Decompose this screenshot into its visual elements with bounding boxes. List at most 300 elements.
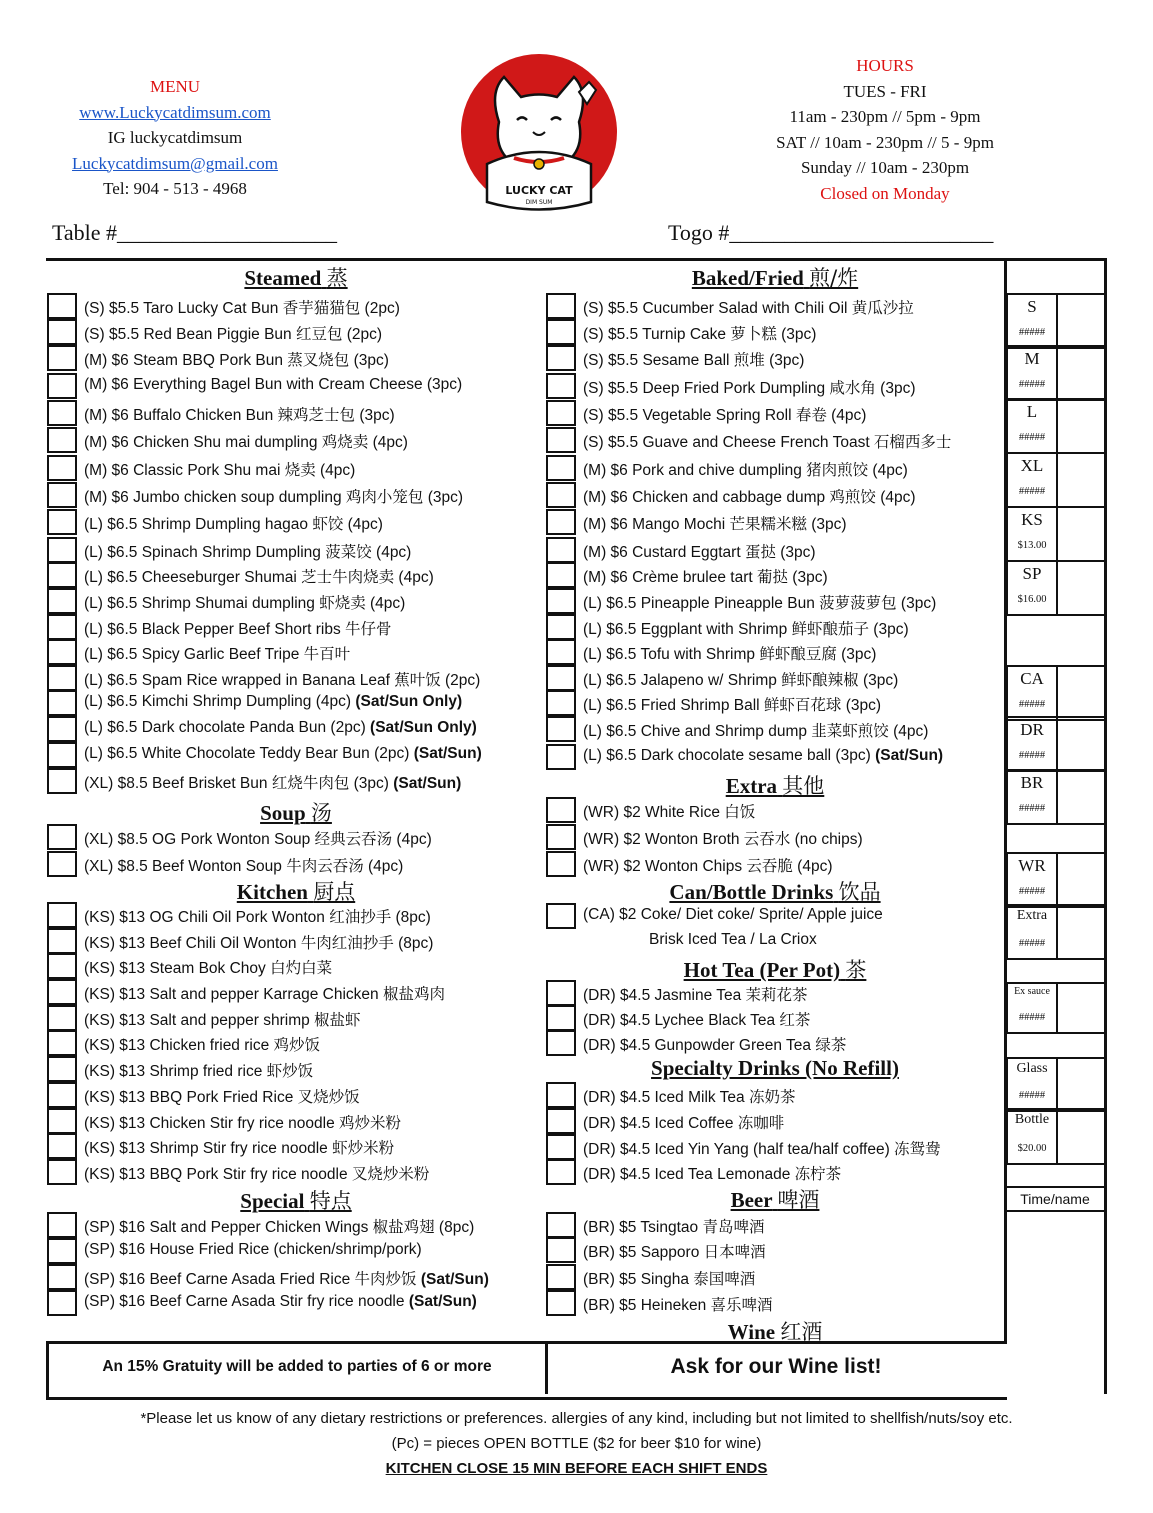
- left-menu-checkbox[interactable]: [47, 373, 77, 399]
- section-special: Special 特点: [240, 1189, 352, 1213]
- left-menu-item-label: (L) $6.5 Spinach Shrimp Dumpling 菠菜饺 (4pc): [84, 544, 412, 561]
- right-menu-item-label: (L) $6.5 Jalapeno w/ Shrimp 鲜虾酿辣椒 (3pc): [583, 672, 899, 689]
- instagram-handle: IG luckycatdimsum: [107, 128, 243, 147]
- right-menu-checkbox[interactable]: [546, 1290, 576, 1316]
- size-code-label: SP: [1022, 564, 1042, 583]
- right-menu-item-label: (L) $6.5 Pineapple Pineapple Bun 菠萝菠萝包 (3pc): [583, 595, 937, 612]
- left-menu-item: [84, 1162, 429, 1184]
- right-menu-item: [583, 906, 883, 924]
- right-menu-checkbox[interactable]: [546, 319, 576, 345]
- pieces-notice: (Pc) = pieces OPEN BOTTLE ($2 for beer $10 for wine): [391, 1435, 762, 1452]
- frame-top-rule: [46, 258, 1107, 261]
- left-menu-item: [84, 956, 332, 978]
- right-menu-item-label: (DR) $4.5 Iced Yin Yang (half tea/half coffee) 冻鸳鸯: [583, 1141, 941, 1158]
- left-menu-checkbox[interactable]: [47, 1005, 77, 1031]
- right-menu-checkbox[interactable]: [546, 665, 576, 691]
- section-wine: Wine 红酒: [727, 1320, 823, 1344]
- gratuity-notice: An 15% Gratuity will be added to parties of 6 or more: [102, 1358, 492, 1375]
- left-menu-item-availability: (Sat/Sun Only): [355, 693, 463, 710]
- right-menu-checkbox[interactable]: [546, 1005, 576, 1031]
- right-menu-checkbox[interactable]: [546, 716, 576, 742]
- left-menu-checkbox[interactable]: [47, 1238, 77, 1264]
- left-menu-item: [84, 430, 408, 452]
- hours-line: Sunday // 10am - 230pm: [800, 158, 970, 177]
- left-menu-checkbox[interactable]: [47, 851, 77, 877]
- left-menu-item: [84, 322, 382, 344]
- left-menu-checkbox[interactable]: [47, 902, 77, 928]
- section-hot-tea: Hot Tea (Per Pot) 茶: [683, 958, 867, 982]
- left-menu-item: [84, 565, 434, 587]
- left-menu-checkbox[interactable]: [47, 537, 77, 563]
- left-menu-checkbox[interactable]: [47, 742, 77, 768]
- left-menu-item-label: (SP) $16 House Fried Rice (chicken/shrimp/pork): [84, 1241, 422, 1258]
- right-menu-item-label: (L) $6.5 Tofu with Shrimp 鲜虾酿豆腐 (3pc): [583, 646, 877, 663]
- size-code-divider: [1056, 667, 1058, 719]
- right-menu-checkbox[interactable]: [546, 509, 576, 535]
- left-menu-item: [84, 1215, 474, 1237]
- size-code-price: $20.00: [1017, 1143, 1047, 1154]
- website-link[interactable]: www.Luckycatdimsum.com: [79, 102, 271, 122]
- size-code-label: BR: [1020, 773, 1044, 792]
- left-menu-item: [84, 296, 400, 318]
- section-soup: Soup 汤: [260, 801, 332, 825]
- left-menu-item: [84, 1008, 361, 1030]
- right-menu-checkbox[interactable]: [546, 537, 576, 563]
- right-menu-checkbox[interactable]: [546, 824, 576, 850]
- size-code-price: #####: [1018, 432, 1046, 443]
- size-code-label: WR: [1018, 856, 1046, 875]
- left-menu-item-label: (XL) $8.5 Beef Brisket Bun 红烧牛肉包 (3pc): [84, 775, 394, 792]
- right-menu-item-label: (S) $5.5 Deep Fried Pork Dumpling 咸水角 (3pc): [583, 380, 916, 397]
- size-code-divider: [1056, 454, 1058, 506]
- left-menu-item: [84, 693, 462, 711]
- left-menu-item-label: (KS) $13 Chicken fried rice 鸡炒饭: [84, 1037, 321, 1054]
- left-menu-item: [84, 1111, 401, 1133]
- left-menu-item-label: (L) $6.5 Black Pepper Beef Short ribs 牛仔骨: [84, 621, 392, 638]
- size-code-price: #####: [1018, 379, 1046, 390]
- left-menu-item-availability: (Sat/Sun): [408, 1293, 477, 1310]
- left-menu-item-label: (KS) $13 Salt and pepper shrimp 椒盐虾: [84, 1012, 361, 1029]
- size-code-box[interactable]: [1006, 716, 1106, 772]
- left-menu-checkbox[interactable]: [47, 1108, 77, 1134]
- right-menu-item: [583, 458, 908, 480]
- right-menu-item: [583, 376, 916, 398]
- right-menu-item: [583, 512, 847, 534]
- left-menu-checkbox[interactable]: [47, 1290, 77, 1316]
- left-menu-item-label: (KS) $13 OG Chili Oil Pork Wonton 红油抄手 (8pc): [84, 909, 431, 926]
- right-menu-item-label: (WR) $2 Wonton Chips 云吞脆 (4pc): [583, 858, 833, 875]
- right-menu-item: [583, 485, 916, 507]
- left-menu-item: [84, 617, 392, 639]
- right-menu-checkbox[interactable]: [546, 400, 576, 426]
- togo-number-field[interactable]: Togo #________________________: [668, 220, 994, 245]
- size-code-price: #####: [1018, 1012, 1046, 1023]
- section-kitchen: Kitchen 厨点: [236, 880, 356, 904]
- left-menu-item: [84, 1293, 477, 1311]
- size-code-label: Glass: [1016, 1061, 1048, 1076]
- right-menu-item: [583, 1162, 841, 1184]
- size-code-price: #####: [1018, 750, 1046, 761]
- right-menu-item: [583, 1137, 941, 1159]
- left-menu-item: [84, 540, 411, 562]
- right-menu-item-label: (CA) $2 Coke/ Diet coke/ Sprite/ Apple juice: [583, 906, 883, 923]
- size-code-box[interactable]: [1006, 769, 1106, 825]
- left-menu-checkbox[interactable]: [47, 293, 77, 319]
- right-menu-item-label: (DR) $4.5 Jasmine Tea 茉莉花茶: [583, 987, 808, 1004]
- right-menu-item: [583, 1267, 755, 1289]
- hours-block: [740, 53, 1030, 206]
- right-menu-checkbox[interactable]: [546, 980, 576, 1006]
- size-code-box[interactable]: [1006, 293, 1106, 349]
- left-menu-checkbox[interactable]: [47, 400, 77, 426]
- size-code-box[interactable]: [1006, 1108, 1106, 1165]
- left-menu-item-label: (KS) $13 Steam Bok Choy 白灼白菜: [84, 960, 333, 977]
- right-menu-item: [583, 540, 816, 562]
- size-code-box[interactable]: [1006, 982, 1106, 1034]
- left-menu-item-label: (KS) $13 Salt and pepper Karrage Chicken 椒盐鸡肉: [84, 986, 445, 1003]
- right-menu-item: [583, 1085, 795, 1107]
- left-menu-item-label: (KS) $13 Beef Chili Oil Wonton 牛肉红油抄手 (8pc): [84, 935, 434, 952]
- left-menu-item-label: (M) $6 Jumbo chicken soup dumpling 鸡肉小笼包 (3pc): [84, 489, 464, 506]
- right-menu-item-label: (S) $5.5 Sesame Ball 煎堆 (3pc): [583, 352, 805, 369]
- right-menu-checkbox[interactable]: [546, 1030, 576, 1056]
- right-menu-item: [649, 931, 817, 949]
- right-menu-item: [583, 719, 928, 741]
- size-code-box[interactable]: [1006, 398, 1106, 454]
- left-menu-checkbox[interactable]: [47, 1030, 77, 1056]
- size-code-divider: [1056, 1059, 1058, 1110]
- right-menu-item: [583, 430, 951, 452]
- left-menu-item: [84, 1241, 422, 1259]
- right-menu-item: [583, 747, 943, 765]
- left-menu-item: [84, 719, 477, 737]
- right-menu-item-label: (S) $5.5 Cucumber Salad with Chili Oil 黄瓜沙拉: [583, 300, 914, 317]
- right-menu-item-label: (DR) $4.5 Lychee Black Tea 红茶: [583, 1012, 811, 1029]
- section-specialty-drinks: Specialty Drinks (No Refill): [651, 1056, 899, 1080]
- size-code-price: #####: [1018, 938, 1046, 949]
- right-menu-item: [583, 565, 828, 587]
- right-menu-item-label: (M) $6 Custard Eggtart 蛋挞 (3pc): [583, 544, 816, 561]
- size-code-box[interactable]: [1006, 852, 1106, 908]
- right-menu-item-label: (DR) $4.5 Gunpowder Green Tea 绿茶: [583, 1037, 847, 1054]
- left-menu-checkbox[interactable]: [47, 768, 77, 794]
- right-menu-item-label: (S) $5.5 Guave and Cheese French Toast 石榴西多士: [583, 434, 952, 451]
- right-menu-item-label: (L) $6.5 Chive and Shrimp dump 韭菜虾煎饺 (4pc): [583, 723, 929, 740]
- left-menu-checkbox[interactable]: [47, 824, 77, 850]
- left-menu-item: [84, 512, 383, 534]
- right-menu-item-label: (DR) $4.5 Iced Milk Tea 冻奶茶: [583, 1089, 796, 1106]
- section-beer: Beer 啤酒: [730, 1188, 820, 1212]
- left-menu-item-label: (KS) $13 BBQ Pork Fried Rice 叉烧炒饭: [84, 1089, 360, 1106]
- right-menu-checkbox[interactable]: [546, 1082, 576, 1108]
- size-code-label: Extra: [1016, 908, 1048, 923]
- left-menu-item: [84, 376, 462, 394]
- right-menu-checkbox[interactable]: [546, 427, 576, 453]
- right-menu-item-label: (M) $6 Mango Mochi 芒果糯米糍 (3pc): [583, 516, 847, 533]
- right-menu-item-label: (WR) $2 Wonton Broth 云吞水 (no chips): [583, 831, 863, 848]
- right-menu-item: [583, 403, 866, 425]
- time-name-field[interactable]: [1006, 1210, 1104, 1396]
- size-code-price: #####: [1018, 803, 1046, 814]
- hours-label: HOURS: [856, 56, 914, 75]
- right-menu-checkbox[interactable]: [546, 851, 576, 877]
- right-menu-checkbox[interactable]: [546, 797, 576, 823]
- left-menu-checkbox[interactable]: [47, 953, 77, 979]
- size-code-divider: [1056, 295, 1058, 347]
- size-code-box[interactable]: [1006, 665, 1106, 721]
- left-menu-item: [84, 771, 461, 793]
- size-code-box[interactable]: [1006, 1057, 1106, 1112]
- left-menu-item-availability: (Sat/Sun Only): [370, 719, 477, 736]
- left-menu-item: [84, 1136, 394, 1158]
- right-menu-item: [583, 1111, 784, 1133]
- left-menu-item-label: (L) $6.5 Spam Rice wrapped in Banana Leaf 蕉叶饭 (2pc): [84, 672, 481, 689]
- left-menu-item: [84, 745, 482, 763]
- right-menu-item-label: (DR) $4.5 Iced Coffee 冻咖啡: [583, 1115, 785, 1132]
- right-menu-item-label: (DR) $4.5 Iced Tea Lemonade 冻柠茶: [583, 1166, 842, 1183]
- right-menu-item: [583, 348, 804, 370]
- size-code-divider: [1056, 1110, 1058, 1163]
- wine-list-notice: Ask for our Wine list!: [670, 1355, 882, 1378]
- size-code-box[interactable]: [1006, 560, 1106, 616]
- left-menu-item-label: (L) $6.5 Shrimp Dumpling hagao 虾饺 (4pc): [84, 516, 383, 533]
- dietary-notice: *Please let us know of any dietary restrictions or preferences. allergies of any kind, including but not limited to shellfish/nuts/soy etc.: [140, 1410, 1013, 1427]
- left-menu-checkbox[interactable]: [47, 319, 77, 345]
- size-code-price: #####: [1018, 486, 1046, 497]
- left-menu-checkbox[interactable]: [47, 482, 77, 508]
- right-menu-item-label: (M) $6 Chicken and cabbage dump 鸡煎饺 (4pc): [583, 489, 916, 506]
- left-menu-checkbox[interactable]: [47, 665, 77, 691]
- right-menu-item: [583, 827, 863, 849]
- size-code-price: #####: [1018, 327, 1046, 338]
- right-menu-item: [583, 983, 808, 1005]
- left-menu-item: [84, 905, 431, 927]
- size-code-price: $13.00: [1017, 540, 1047, 551]
- right-menu-checkbox[interactable]: [546, 1212, 576, 1238]
- left-menu-item: [84, 591, 405, 613]
- size-code-divider: [1056, 400, 1058, 452]
- left-menu-item-label: (XL) $8.5 Beef Wonton Soup 牛肉云吞汤 (4pc): [84, 858, 404, 875]
- size-code-box[interactable]: [1006, 345, 1106, 401]
- closed-notice: Closed on Monday: [820, 183, 950, 203]
- size-code-label: Ex sauce: [1014, 986, 1050, 997]
- left-menu-item-label: (M) $6 Everything Bagel Bun with Cream Cheese (3pc): [84, 376, 463, 393]
- size-code-price: #####: [1018, 699, 1046, 710]
- size-code-divider: [1056, 347, 1058, 399]
- right-menu-item: [583, 668, 898, 690]
- left-menu-item-label: (XL) $8.5 OG Pork Wonton Soup 经典云吞汤 (4pc): [84, 831, 432, 848]
- size-code-label: XL: [1020, 456, 1044, 475]
- left-menu-item: [84, 827, 432, 849]
- left-menu-checkbox[interactable]: [47, 509, 77, 535]
- right-menu-checkbox[interactable]: [546, 1237, 576, 1263]
- hours-line: SAT // 10am - 230pm // 5 - 9pm: [776, 132, 994, 152]
- left-menu-checkbox[interactable]: [47, 345, 77, 371]
- left-menu-item-label: (L) $6.5 Shrimp Shumai dumpling 虾烧卖 (4pc): [84, 595, 406, 612]
- left-menu-checkbox[interactable]: [47, 979, 77, 1005]
- right-menu-item-label: (L) $6.5 Fried Shrimp Ball 鲜虾百花球 (3pc): [583, 697, 882, 714]
- left-menu-item: [84, 642, 350, 664]
- size-code-label: M: [1024, 349, 1040, 368]
- size-code-divider: [1056, 508, 1058, 560]
- left-menu-checkbox[interactable]: [47, 1264, 77, 1290]
- size-code-label: CA: [1020, 669, 1044, 688]
- size-code-label: Bottle: [1014, 1112, 1050, 1127]
- left-menu-item-label: (KS) $13 Shrimp Stir fry rice noodle 虾炒米粉: [84, 1140, 395, 1157]
- logo-subtext: DIM SUM: [525, 199, 553, 206]
- left-menu-item-label: (KS) $13 BBQ Pork Stir fry rice noodle 叉烧炒米粉: [84, 1166, 430, 1183]
- left-menu-item: [84, 458, 355, 480]
- right-menu-checkbox[interactable]: [546, 1108, 576, 1134]
- left-menu-item-label: (S) $5.5 Red Bean Piggie Bun 红豆包 (2pc): [84, 326, 383, 343]
- right-menu-item: [583, 1008, 810, 1030]
- right-menu-checkbox[interactable]: [546, 614, 576, 640]
- left-menu-item-label: (KS) $13 Chicken Stir fry rice noodle 鸡炒米粉: [84, 1115, 401, 1132]
- left-menu-checkbox[interactable]: [47, 716, 77, 742]
- size-code-box[interactable]: [1006, 904, 1106, 960]
- right-menu-item: [583, 693, 881, 715]
- left-menu-checkbox[interactable]: [47, 455, 77, 481]
- right-menu-item-label: (L) $6.5 Eggplant with Shrimp 鲜虾酿茄子 (3pc): [583, 621, 909, 638]
- left-menu-item-label: (SP) $16 Beef Carne Asada Fried Rice 牛肉炒饭: [84, 1271, 421, 1288]
- time-name-label: Time/name: [1006, 1186, 1104, 1210]
- right-menu-checkbox[interactable]: [546, 588, 576, 614]
- size-code-divider: [1056, 771, 1058, 823]
- contact-block: [40, 74, 310, 202]
- right-menu-item-availability: (Sat/Sun): [875, 747, 944, 764]
- left-menu-checkbox[interactable]: [47, 588, 77, 614]
- phone-number: Tel: 904 - 513 - 4968: [103, 179, 247, 198]
- size-code-box[interactable]: [1006, 452, 1106, 508]
- left-menu-item: [84, 1033, 320, 1055]
- logo-text: LUCKY CAT: [505, 184, 573, 197]
- left-menu-checkbox[interactable]: [47, 614, 77, 640]
- right-menu-item: [583, 322, 816, 344]
- right-menu-checkbox[interactable]: [546, 1159, 576, 1185]
- left-menu-item: [84, 485, 463, 507]
- lucky-cat-logo: [459, 52, 619, 212]
- left-menu-item-label: (M) $6 Classic Pork Shu mai 烧卖 (4pc): [84, 462, 356, 479]
- right-menu-item-label: (BR) $5 Tsingtao 青岛啤酒: [583, 1219, 765, 1236]
- left-menu-checkbox[interactable]: [47, 1082, 77, 1108]
- size-code-price: #####: [1018, 1090, 1046, 1101]
- left-menu-item-label: (KS) $13 Shrimp fried rice 虾炒饭: [84, 1063, 314, 1080]
- left-menu-checkbox[interactable]: [47, 1159, 77, 1185]
- right-menu-item-label: (S) $5.5 Turnip Cake 萝卜糕 (3pc): [583, 326, 817, 343]
- left-menu-item-label: (L) $6.5 Cheeseburger Shumai 芝士牛肉烧卖 (4pc): [84, 569, 434, 586]
- right-menu-checkbox[interactable]: [546, 903, 576, 929]
- right-menu-checkbox[interactable]: [546, 293, 576, 319]
- left-menu-item-label: (L) $6.5 Kimchi Shrimp Dumpling (4pc): [84, 693, 356, 710]
- right-menu-checkbox[interactable]: [546, 345, 576, 371]
- left-menu-item: [84, 403, 395, 425]
- left-menu-item: [84, 1085, 360, 1107]
- left-menu-checkbox[interactable]: [47, 639, 77, 665]
- right-menu-item-label: (M) $6 Pork and chive dumpling 猪肉煎饺 (4pc): [583, 462, 908, 479]
- right-menu-item: [583, 1293, 773, 1315]
- left-menu-item: [84, 982, 445, 1004]
- size-code-box[interactable]: [1006, 506, 1106, 562]
- size-code-label: DR: [1020, 720, 1044, 739]
- kitchen-close-notice: KITCHEN CLOSE 15 MIN BEFORE EACH SHIFT ENDS: [385, 1460, 768, 1477]
- left-menu-item-label: (M) $6 Chicken Shu mai dumpling 鸡烧卖 (4pc): [84, 434, 408, 451]
- left-menu-checkbox[interactable]: [47, 1056, 77, 1082]
- right-menu-checkbox[interactable]: [546, 482, 576, 508]
- left-menu-item-availability: (Sat/Sun): [393, 775, 462, 792]
- hours-line: TUES - FRI: [843, 81, 927, 101]
- right-menu-item: [583, 854, 833, 876]
- left-menu-checkbox[interactable]: [47, 1133, 77, 1159]
- right-menu-item: [583, 1240, 766, 1262]
- size-code-label: KS: [1021, 510, 1043, 529]
- right-menu-item: [583, 642, 876, 664]
- right-menu-checkbox[interactable]: [546, 744, 576, 770]
- size-code-divider: [1056, 984, 1058, 1032]
- right-menu-checkbox[interactable]: [546, 373, 576, 399]
- left-menu-item-availability: (Sat/Sun): [413, 745, 482, 762]
- right-menu-item-label: (BR) $5 Heineken 喜乐啤酒: [583, 1297, 773, 1314]
- left-menu-item-label: (M) $6 Steam BBQ Pork Bun 蒸叉烧包 (3pc): [84, 352, 389, 369]
- right-menu-item: [583, 800, 755, 822]
- right-menu-checkbox[interactable]: [546, 639, 576, 665]
- right-menu-checkbox[interactable]: [546, 455, 576, 481]
- right-menu-item-label: (S) $5.5 Vegetable Spring Roll 春卷 (4pc): [583, 407, 867, 424]
- right-menu-checkbox[interactable]: [546, 1264, 576, 1290]
- left-menu-checkbox[interactable]: [47, 427, 77, 453]
- left-menu-item-label: (L) $6.5 Spicy Garlic Beef Tripe 牛百叶: [84, 646, 351, 663]
- menu-label: MENU: [149, 77, 201, 96]
- left-menu-item-label: (S) $5.5 Taro Lucky Cat Bun 香芋猫猫包 (2pc): [84, 300, 400, 317]
- email-link[interactable]: Luckycatdimsum@gmail.com: [72, 153, 278, 173]
- left-menu-checkbox[interactable]: [47, 562, 77, 588]
- right-menu-item-label: (L) $6.5 Dark chocolate sesame ball (3pc): [583, 747, 876, 764]
- right-menu-item-label: (M) $6 Crème brulee tart 葡挞 (3pc): [583, 569, 828, 586]
- right-menu-item: [583, 1033, 846, 1055]
- left-menu-item: [84, 1267, 489, 1289]
- table-number-field[interactable]: Table #____________________: [52, 220, 338, 245]
- size-code-divider: [1056, 718, 1058, 770]
- section-baked-fried: Baked/Fried 煎/炸: [691, 266, 859, 290]
- right-menu-item: [583, 617, 909, 639]
- size-code-divider: [1056, 562, 1058, 614]
- left-menu-item: [84, 668, 480, 690]
- section-steamed: Steamed 蒸: [244, 266, 348, 290]
- right-menu-item-label: (BR) $5 Sapporo 日本啤酒: [583, 1244, 766, 1261]
- left-menu-checkbox[interactable]: [47, 1212, 77, 1238]
- size-code-label: L: [1026, 402, 1038, 421]
- left-menu-checkbox[interactable]: [47, 690, 77, 716]
- right-menu-checkbox[interactable]: [546, 562, 576, 588]
- size-code-label: S: [1027, 297, 1037, 316]
- left-menu-item-label: (L) $6.5 Dark chocolate Panda Bun (2pc): [84, 719, 371, 736]
- right-menu-checkbox[interactable]: [546, 1134, 576, 1160]
- left-menu-item-label: (M) $6 Buffalo Chicken Bun 辣鸡芝士包 (3pc): [84, 407, 395, 424]
- left-menu-checkbox[interactable]: [47, 928, 77, 954]
- section-extra: Extra 其他: [725, 774, 825, 798]
- right-menu-item-label: Brisk Iced Tea / La Criox: [649, 931, 817, 948]
- left-menu-item: [84, 854, 403, 876]
- left-menu-item-label: (L) $6.5 White Chocolate Teddy Bear Bun (2pc): [84, 745, 414, 762]
- size-code-divider: [1056, 906, 1058, 958]
- left-menu-item: [84, 931, 433, 953]
- size-code-price: $16.00: [1017, 594, 1047, 605]
- left-menu-item-label: (SP) $16 Salt and Pepper Chicken Wings 椒盐鸡翅 (8pc): [84, 1219, 475, 1236]
- right-menu-item: [583, 591, 936, 613]
- right-menu-checkbox[interactable]: [546, 690, 576, 716]
- right-menu-item: [583, 1215, 764, 1237]
- size-code-divider: [1056, 854, 1058, 906]
- right-menu-item-label: (BR) $5 Singha 泰国啤酒: [583, 1271, 756, 1288]
